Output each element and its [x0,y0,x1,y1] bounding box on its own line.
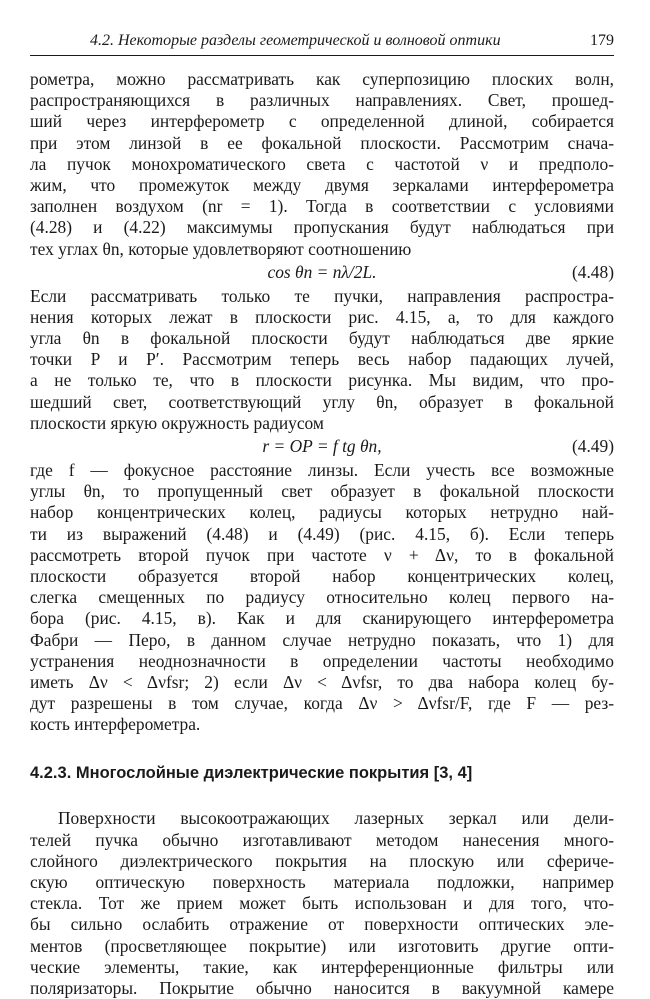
equation-formula: cos θn = nλ/2L. [267,261,377,282]
equation-number: (4.49) [571,436,614,456]
spacer [30,784,614,808]
equation-4-49 [30,434,614,460]
paragraph-3 [30,460,614,735]
paragraph-1 [30,69,614,260]
text-line: иметь Δν < Δνfsr; 2) если Δν < Δνfsr, то два набора колец бу- [30,671,614,692]
text-line: ла пучок монохроматического света с частотой ν и предполо- [30,153,614,174]
page-number: 179 [590,32,614,49]
text-line: шедший свет, соответствующий углу θn, образует в фокальной [30,391,614,412]
text-line: тех углах θn, которые удовлетворяют соотношению [30,238,412,259]
text-line: Если рассматривать только те пучки, направления распростра- [30,285,614,306]
text-line: телей пучка обычно изготавливают методом нанесения много- [30,829,614,850]
text-line: жим, что промежуток между двумя зеркалами интерферометра [30,174,614,195]
text-line: ти из выражений (4.48) и (4.49) (рис. 4.15, б). Если теперь [30,523,614,544]
text-line: слегка смещенных по радиусу относительно колец первого на- [30,587,614,608]
section-heading: 4.2.3. Многослойные диэлектрические покрытия [3, 4] [30,764,473,783]
text-line: Поверхности высокоотражающих лазерных зеркал или дели- [58,808,614,829]
text-line: (4.28) и (4.22) максимумы пропускания будут наблюдаться при [30,217,614,238]
text-line: кость интерферометра. [30,714,201,735]
text-line: бы сильно ослабить отражение от поверхности оптических эле- [30,914,614,935]
text-line: поляризаторы. Покрытие обычно наносится в вакуумной камере [30,977,614,998]
text-line: распространяющихся в различных направлениях. Свет, прошед- [30,90,614,111]
text-line: слойного диэлектрического покрытия на плоскую или сфериче- [30,850,614,871]
text-line: а не только те, что в плоскости рисунка. Мы видим, что про- [30,370,614,391]
text-line: плоскости образуется второй набор концентрических колец, [30,565,614,586]
text-line: рометра, можно рассматривать как суперпозицию плоских волн, [30,69,614,89]
text-line: ментов (просветляющее покрытие) или изготовить другие опти- [30,935,614,956]
running-header [30,32,614,54]
text-line: углы θn, то пропущенный свет образует в фокальной плоскости [30,481,614,502]
spacer [30,735,614,763]
page-body [30,69,614,999]
header-rule [30,55,614,56]
paragraph-4 [30,808,614,999]
text-line: набор концентрических колец, радиусы которых нетрудно най- [30,502,614,523]
text-line: заполнен воздухом (nr = 1). Тогда в соответствии с условиями [30,196,614,217]
equation-number: (4.48) [571,261,614,282]
text-line: Фабри — Перо, в данном случае нетрудно показать, что 1) для [30,629,614,650]
text-line: рассмотреть второй пучок при частоте ν + Δν, то в фокальной [30,544,614,565]
text-line: устранения неоднозначности в определении частоты необходимо [30,650,614,671]
text-line: ший через интерферометр с определенной длиной, собирается [30,111,614,132]
text-line: стекла. Тот же прием может быть использован и для того, что- [30,893,614,914]
text-line: дут разрешены в том случае, когда Δν > Δνfsr/F, где F — рез- [30,693,614,714]
text-line: нения которых лежат в плоскости рис. 4.15, а, то для каждого [30,306,614,327]
equation-4-48 [30,260,614,286]
text-line: плоскости яркую окружность радиусом [30,412,324,433]
paragraph-2 [30,286,614,434]
running-header-title: 4.2. Некоторые разделы геометрической и волновой оптики [90,32,501,49]
text-line: угла θn в фокальной плоскости будут наблюдаться две яркие [30,328,614,349]
text-line: точки P и P′. Рассмотрим теперь весь набор падающих лучей, [30,349,614,370]
text-line: ческие элементы, такие, как интерференционные фильтры или [30,956,614,977]
text-line: скую оптическую поверхность материала подложки, например [30,872,614,892]
text-line: бора (рис. 4.15, в). Как и для сканирующего интерферометра [30,608,614,629]
text-line: где f — фокусное расстояние линзы. Если учесть все возможные [30,460,614,480]
equation-formula: r = OP = f tg θn, [262,436,382,456]
text-line: при этом линзой в ее фокальной плоскости. Рассмотрим снача- [30,132,614,153]
